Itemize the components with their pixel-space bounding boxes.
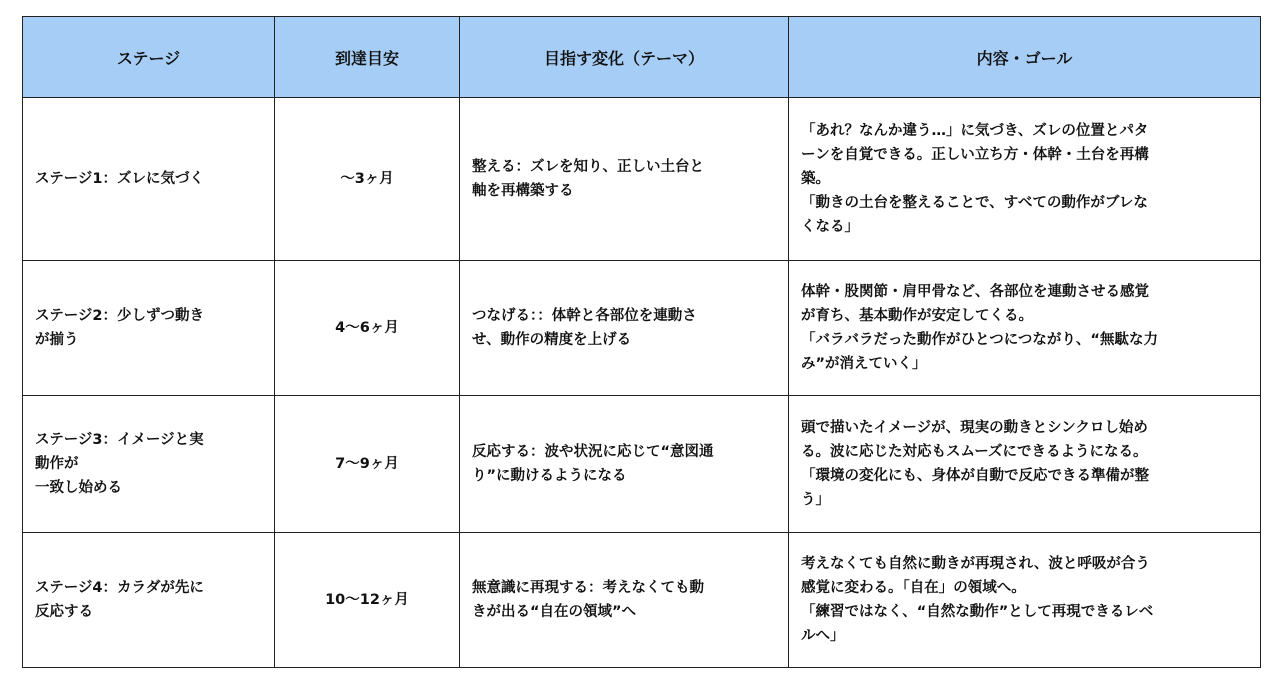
change-text: 軸を再構築する — [472, 183, 574, 199]
period-cell: 10〜12ヶ月 — [275, 533, 460, 668]
change-text: 無意識に再現する：考えなくても動 — [472, 580, 704, 596]
goal-text: 頭で描いたイメージが、現実の動きとシンクロし始め — [801, 420, 1148, 436]
goal-text: 「動きの土台を整えることで、すべての動作がブレな — [801, 195, 1148, 211]
goal-text: 考えなくても自然に動きが再現され、波と呼吸が合う — [801, 556, 1150, 572]
goal-text: 「練習ではなく、“自然な動作”として再現できるレベ — [801, 604, 1154, 620]
goal-text: ーンを自覚できる。正しい立ち方・体幹・土台を再構 — [801, 147, 1149, 163]
stage-cell — [23, 261, 275, 396]
table-row — [23, 261, 1261, 396]
stage-text: ステージ4：カラダが先に — [35, 580, 204, 596]
table-row — [23, 98, 1261, 261]
goal-cell — [789, 98, 1261, 261]
change-text: きが出る“自在の領域”へ — [472, 604, 637, 620]
header-period: 到達目安 — [275, 17, 460, 98]
stage-table — [22, 16, 1261, 668]
goal-cell — [789, 533, 1261, 668]
goal-text: 築。 — [801, 171, 830, 187]
header-row — [23, 17, 1261, 98]
goal-cell — [789, 396, 1261, 533]
header-goal: 内容・ゴール — [789, 17, 1261, 98]
goal-text: が育ち、基本動作が安定してくる。 — [801, 308, 1033, 324]
goal-text: う」 — [801, 492, 830, 508]
stage-text: が揃う — [35, 332, 79, 348]
goal-text: 感覚に変わる。「自在」の領域へ。 — [801, 580, 1026, 596]
period-cell: 〜3ヶ月 — [275, 98, 460, 261]
change-text: せ、動作の精度を上げる — [472, 332, 632, 348]
goal-text: る。波に応じた対応もスムーズにできるようになる。 — [801, 444, 1148, 460]
stage-text: 反応する — [35, 604, 93, 620]
change-text: 整える：ズレを知り、正しい土台と — [472, 159, 704, 175]
change-text: り”に動けるようになる — [472, 468, 627, 484]
change-cell — [460, 396, 789, 533]
period-cell: 4〜6ヶ月 — [275, 261, 460, 396]
goal-text: ルへ」 — [801, 628, 845, 644]
goal-text: 「環境の変化にも、身体が自動で反応できる準備が整 — [801, 468, 1149, 484]
change-text: つなげる：：体幹と各部位を連動さ — [472, 308, 697, 324]
goal-text: 体幹・股関節・肩甲骨など、各部位を連動させる感覚 — [801, 284, 1149, 300]
table-row — [23, 396, 1261, 533]
change-cell — [460, 98, 789, 261]
stage-cell — [23, 533, 275, 668]
goal-text: 「あれ？なんか違う…」に気づき、ズレの位置とパタ — [801, 123, 1149, 139]
stage-text: 一致し始める — [35, 480, 122, 496]
stage-cell — [23, 396, 275, 533]
stage-text: ステージ2：少しずつ動き — [35, 308, 205, 324]
period-cell: 7〜9ヶ月 — [275, 396, 460, 533]
change-text: 反応する：波や状況に応じて“意図通 — [472, 444, 714, 460]
stage-text: ステージ1：ズレに気づく — [35, 171, 205, 187]
goal-cell — [789, 261, 1261, 396]
stage-cell — [23, 98, 275, 261]
goal-text: み”が消えていく」 — [801, 356, 927, 372]
stage-text: ステージ3：イメージと実 — [35, 432, 204, 448]
header-change: 目指す変化（テーマ） — [460, 17, 789, 98]
goal-text: くなる」 — [801, 219, 859, 235]
change-cell — [460, 533, 789, 668]
stage-text: 動作が — [35, 456, 79, 472]
change-cell — [460, 261, 789, 396]
goal-text: 「バラバラだった動作がひとつにつながり、“無駄な力 — [801, 332, 1158, 348]
table-row — [23, 533, 1261, 668]
header-stage: ステージ — [23, 17, 275, 98]
